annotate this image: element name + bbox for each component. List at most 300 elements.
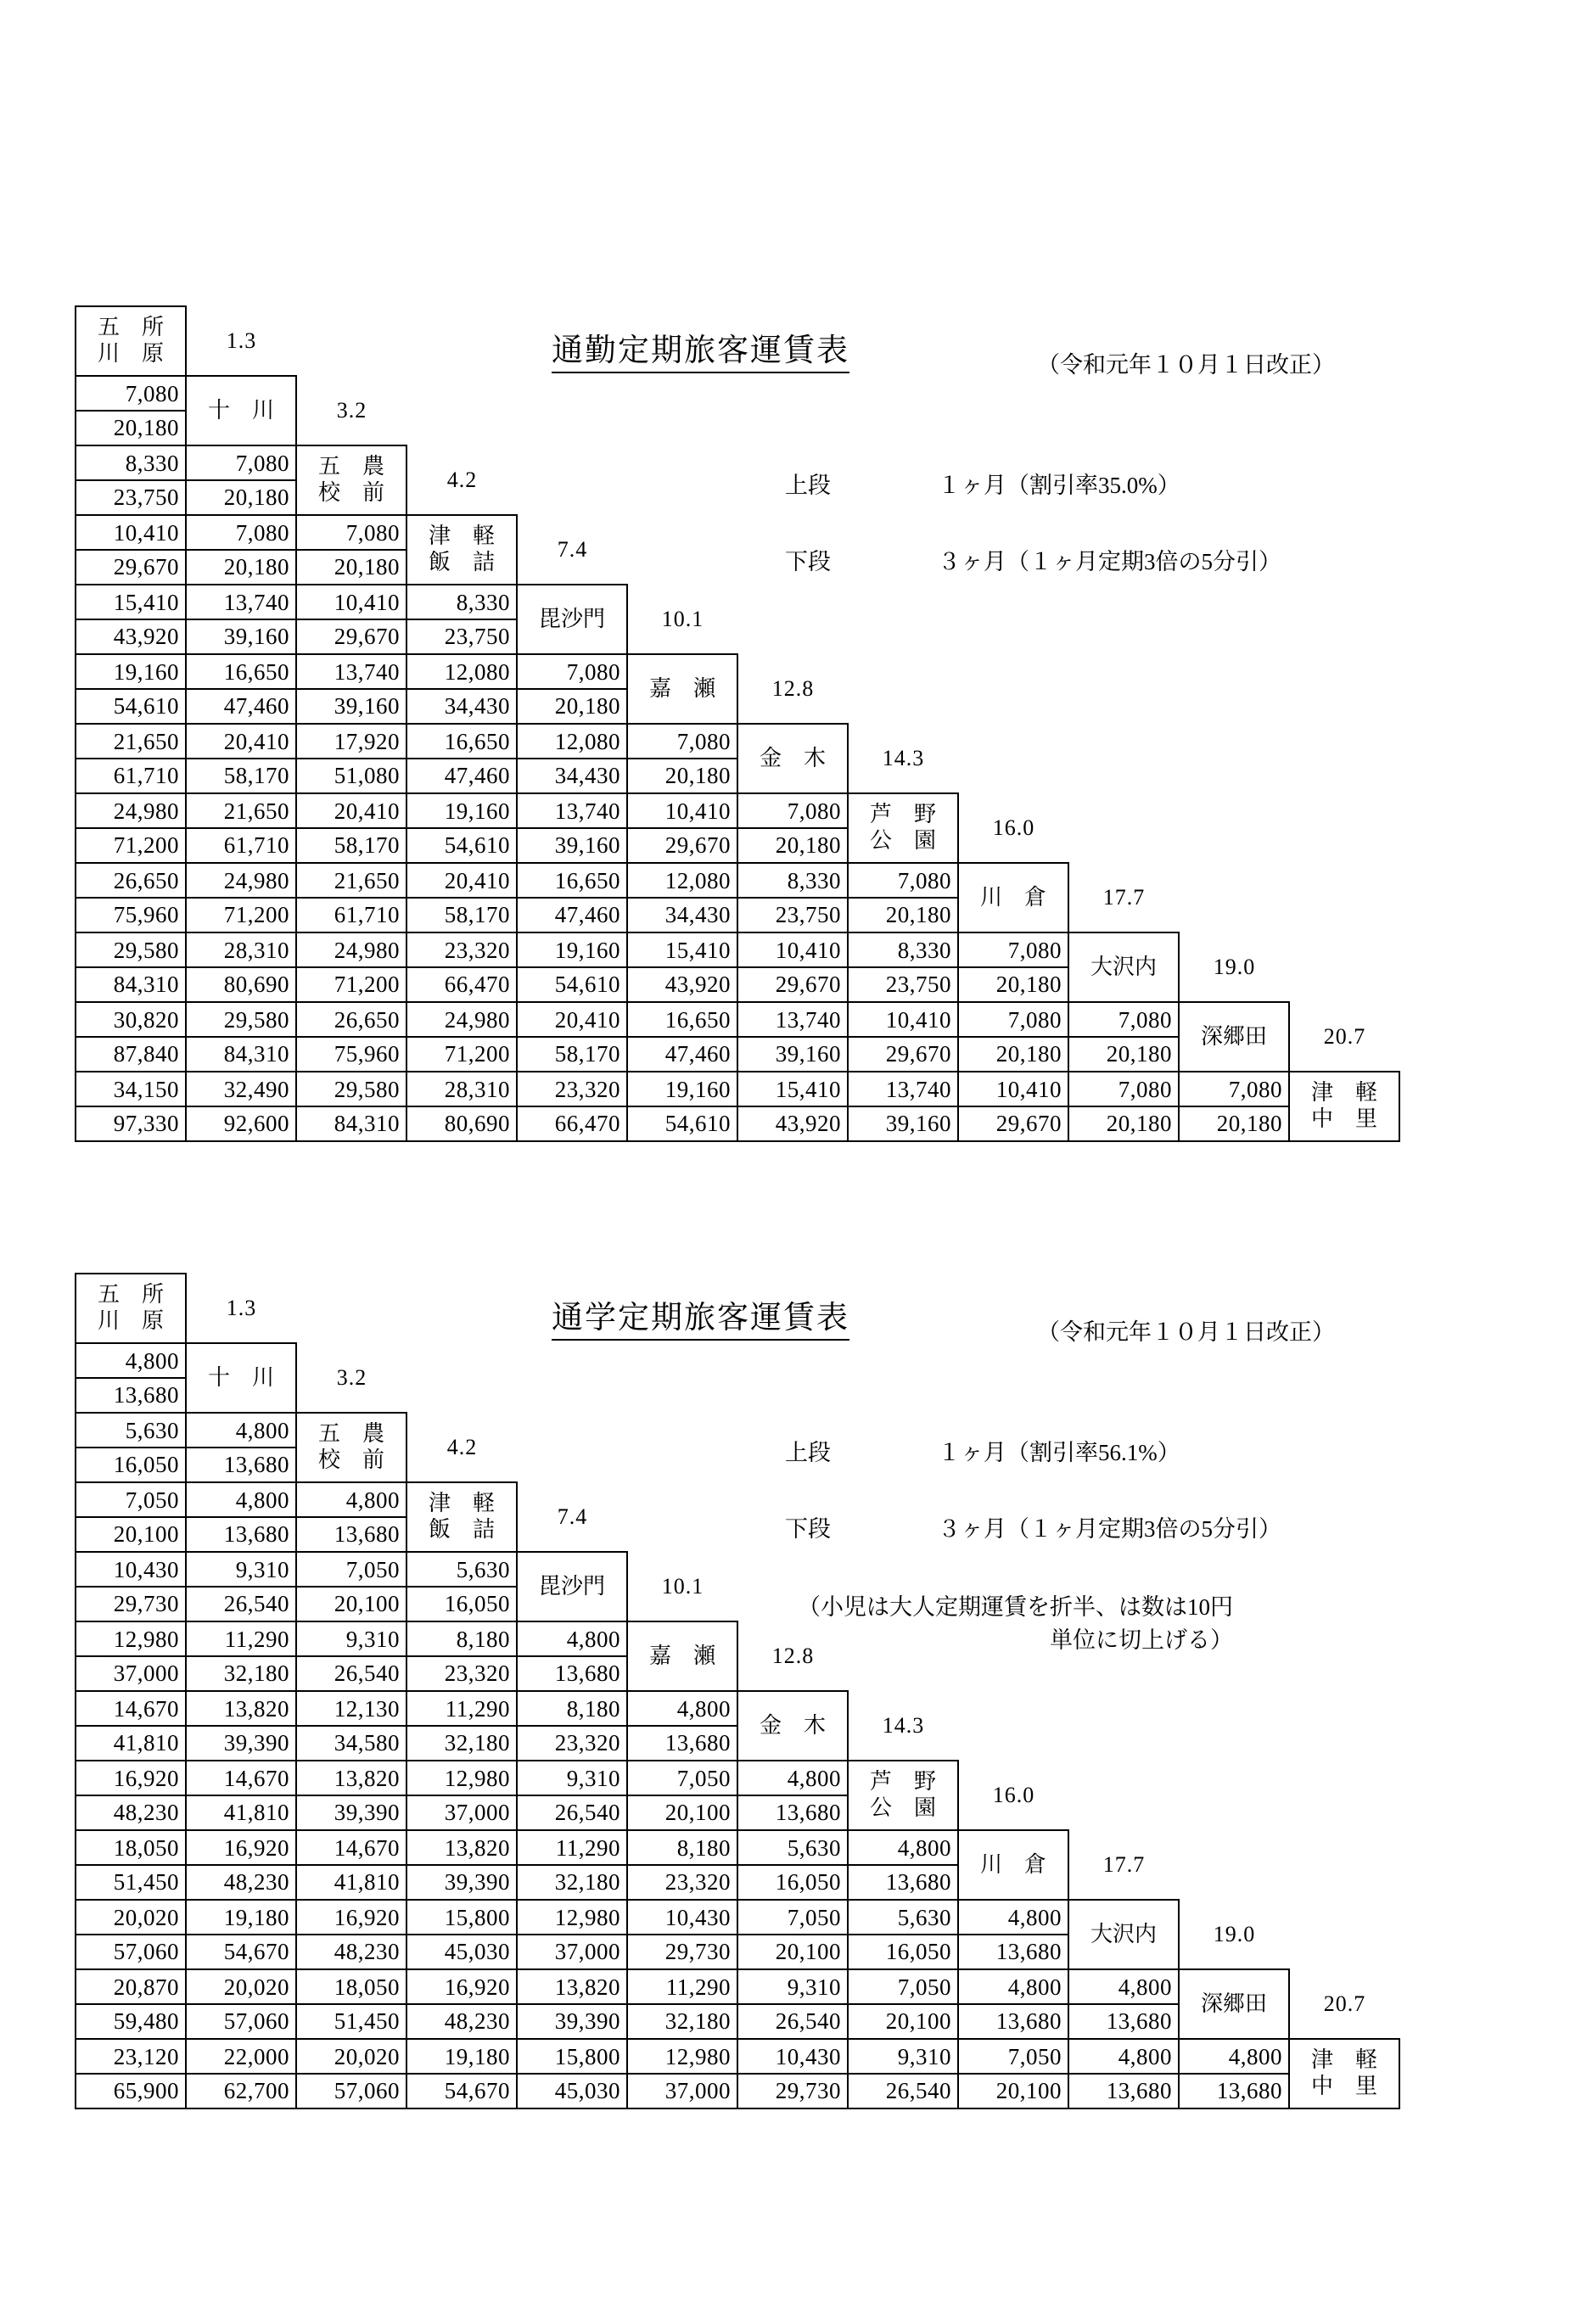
student-fare-cell — [186, 1900, 296, 1969]
student-fare-3month: 51,450 — [334, 2008, 400, 2034]
student-fare-1month: 16,920 — [407, 1971, 516, 2005]
student-table-row — [76, 1830, 1399, 1900]
commuter-legend-lower-text: ３ヶ月（１ヶ月定期3倍の5分引） — [938, 549, 1281, 574]
student-distance-label: 20.7 — [1323, 1991, 1366, 2016]
commuter-fare-3month: 71,200 — [223, 902, 289, 927]
commuter-fare-cell — [958, 1002, 1068, 1072]
commuter-station-cell — [186, 376, 296, 445]
student-fare-cell — [76, 1691, 186, 1761]
commuter-fare-cell — [296, 515, 406, 585]
student-fare-1month: 5,630 — [738, 1832, 847, 1866]
student-fare-1month: 13,820 — [518, 1971, 626, 2005]
commuter-station-name-line1: 十 川 — [207, 397, 274, 423]
student-fare-3month: 48,230 — [223, 1869, 289, 1895]
commuter-distance-label: 1.3 — [226, 328, 257, 353]
commuter-blank-cell — [848, 654, 1399, 724]
student-table-row — [76, 1343, 1399, 1413]
commuter-station-name-line2: 校 前 — [317, 480, 384, 505]
student-fare-3month: 13,680 — [664, 1730, 731, 1756]
commuter-distance-label: 7.4 — [557, 536, 588, 562]
student-fare-3month: 54,670 — [223, 1939, 289, 1964]
commuter-fare-cell — [186, 515, 296, 585]
student-fare-3month: 41,810 — [113, 1730, 179, 1756]
commuter-fare-3month: 39,160 — [554, 832, 620, 858]
student-distance-label: 12.8 — [771, 1643, 815, 1668]
commuter-fare-cell — [76, 654, 186, 724]
commuter-fare-3month: 47,460 — [223, 693, 289, 719]
student-fare-cell — [76, 1761, 186, 1830]
commuter-station-name-line1: 芦 野 — [869, 802, 936, 827]
student-station-name-line1: 十 川 — [207, 1364, 274, 1390]
commuter-fare-3month: 58,170 — [554, 1041, 620, 1067]
student-fare-3month: 32,180 — [664, 2008, 731, 2034]
commuter-fare-table — [75, 305, 1400, 1142]
commuter-fare-cell — [848, 932, 958, 1002]
student-station-name-line2: 中 里 — [1310, 2074, 1377, 2098]
commuter-fare-1month: 20,410 — [297, 795, 406, 829]
commuter-fare-cell — [186, 585, 296, 654]
commuter-fare-3month: 29,670 — [885, 1041, 951, 1067]
student-station-cell — [517, 1552, 627, 1621]
student-fare-3month: 16,050 — [885, 1939, 951, 1964]
commuter-fare-1month: 24,980 — [187, 865, 295, 899]
commuter-fare-1month: 21,650 — [187, 795, 295, 829]
student-fare-3month: 39,390 — [334, 1800, 400, 1825]
commuter-fare-1month: 8,330 — [407, 586, 516, 620]
commuter-fare-cell — [296, 654, 406, 724]
student-fare-cell — [296, 1969, 406, 2039]
student-fare-3month: 34,580 — [334, 1730, 400, 1756]
student-fare-cell — [186, 1413, 296, 1482]
student-blank-cell — [1179, 1830, 1399, 1900]
commuter-fare-3month: 20,180 — [885, 902, 951, 927]
student-station-cell — [76, 1274, 186, 1343]
student-fare-cell — [296, 1621, 406, 1691]
student-fare-cell — [296, 1482, 406, 1552]
student-fare-3month: 20,100 — [664, 1800, 731, 1825]
student-station-name-line1: 嘉 瀬 — [648, 1643, 715, 1668]
student-fare-1month: 19,180 — [187, 1901, 295, 1935]
commuter-fare-1month: 21,650 — [76, 725, 185, 759]
student-fare-cell — [186, 1969, 296, 2039]
commuter-fare-1month: 7,080 — [738, 795, 847, 829]
commuter-fare-cell — [848, 1002, 958, 1072]
commuter-fare-3month: 20,180 — [1216, 1111, 1282, 1136]
student-blank-cell — [296, 1274, 1399, 1343]
student-fare-3month: 23,320 — [554, 1730, 620, 1756]
commuter-fare-1month: 19,160 — [407, 795, 516, 829]
commuter-fare-1month: 7,080 — [297, 517, 406, 551]
student-fare-3month: 29,730 — [664, 1939, 731, 1964]
student-fare-cell — [406, 1761, 517, 1830]
student-fare-3month: 48,230 — [444, 2008, 510, 2034]
commuter-fare-1month: 16,650 — [187, 656, 295, 690]
commuter-fare-1month: 19,160 — [628, 1073, 737, 1107]
commuter-fare-cell — [76, 1002, 186, 1072]
student-fare-1month: 5,630 — [76, 1414, 185, 1448]
commuter-fare-1month: 28,310 — [187, 934, 295, 968]
student-fare-1month: 10,430 — [76, 1554, 185, 1588]
commuter-fare-cell — [627, 863, 737, 932]
student-fare-1month: 20,020 — [297, 2041, 406, 2075]
student-fare-3month: 57,060 — [334, 2078, 400, 2103]
commuter-fare-3month: 20,180 — [554, 693, 620, 719]
student-fare-1month: 7,050 — [628, 1762, 737, 1796]
student-blank-cell — [1289, 1900, 1399, 1969]
commuter-table-row — [76, 863, 1399, 932]
student-station-cell — [958, 1830, 1068, 1900]
commuter-fare-cell — [517, 1002, 627, 1072]
student-fare-3month: 13,680 — [995, 1939, 1062, 1964]
student-fare-cell — [517, 2039, 627, 2108]
student-station-name-line1: 深郷田 — [1200, 1991, 1267, 2016]
student-fare-1month: 16,920 — [76, 1762, 185, 1796]
student-fare-cell — [517, 1761, 627, 1830]
student-distance-label: 14.3 — [882, 1712, 925, 1738]
student-fare-cell — [76, 1482, 186, 1552]
student-fare-1month: 14,670 — [76, 1693, 185, 1727]
student-fare-cell — [517, 1621, 627, 1691]
student-fare-3month: 57,060 — [223, 2008, 289, 2034]
student-fare-cell — [186, 1552, 296, 1621]
student-fare-3month: 32,180 — [444, 1730, 510, 1756]
commuter-fare-3month: 34,430 — [444, 693, 510, 719]
commuter-fare-3month: 54,610 — [664, 1111, 731, 1136]
student-fare-cell — [186, 1761, 296, 1830]
student-fare-cell — [186, 1482, 296, 1552]
commuter-fare-cell — [76, 376, 186, 445]
commuter-fare-cell — [517, 1072, 627, 1141]
student-fare-1month: 4,800 — [187, 1484, 295, 1518]
commuter-fare-3month: 66,470 — [554, 1111, 620, 1136]
commuter-station-name-line2: 川 原 — [97, 341, 164, 366]
student-fare-cell — [296, 1761, 406, 1830]
commuter-fare-1month: 23,320 — [518, 1073, 626, 1107]
student-distance-label: 7.4 — [557, 1504, 588, 1529]
commuter-fare-cell — [848, 1072, 958, 1141]
student-fare-3month: 41,810 — [334, 1869, 400, 1895]
student-fare-3month: 37,000 — [554, 1939, 620, 1964]
commuter-fare-3month: 84,310 — [113, 972, 179, 997]
student-fare-cell — [848, 1900, 958, 1969]
commuter-fare-3month: 43,920 — [775, 1111, 841, 1136]
commuter-fare-cell — [296, 863, 406, 932]
commuter-distance-label: 19.0 — [1213, 954, 1256, 979]
student-blank-cell — [406, 1343, 1399, 1413]
commuter-table-row — [76, 724, 1399, 793]
student-fare-3month: 57,060 — [113, 1939, 179, 1964]
commuter-fare-1month: 13,740 — [187, 586, 295, 620]
commuter-fare-cell — [848, 863, 958, 932]
commuter-fare-cell — [186, 793, 296, 863]
commuter-station-name-line2: 中 里 — [1310, 1106, 1377, 1131]
student-fare-3month: 26,540 — [223, 1591, 289, 1616]
student-fare-1month: 18,050 — [297, 1971, 406, 2005]
commuter-blank-cell — [958, 724, 1399, 793]
student-station-cell — [406, 1482, 517, 1552]
student-fare-1month: 10,430 — [738, 2041, 847, 2075]
commuter-fare-1month: 7,080 — [1069, 1004, 1178, 1038]
student-fare-cell — [406, 1900, 517, 1969]
student-fare-1month: 20,870 — [76, 1971, 185, 2005]
commuter-fare-1month: 29,580 — [76, 934, 185, 968]
student-fare-1month: 4,800 — [849, 1832, 957, 1866]
student-fare-1month: 7,050 — [959, 2041, 1068, 2075]
commuter-table-row — [76, 932, 1399, 1002]
commuter-fare-1month: 10,410 — [76, 517, 185, 551]
student-fare-cell — [296, 1900, 406, 1969]
student-station-cell — [1289, 2039, 1399, 2108]
student-fare-3month: 16,050 — [444, 1591, 510, 1616]
student-fare-1month: 5,630 — [849, 1901, 957, 1935]
student-fare-1month: 13,820 — [407, 1832, 516, 1866]
commuter-fare-cell — [1068, 1072, 1179, 1141]
student-fare-3month: 39,390 — [444, 1869, 510, 1895]
commuter-fare-section — [0, 305, 1581, 1136]
student-fare-1month: 7,050 — [849, 1971, 957, 2005]
commuter-fare-3month: 80,690 — [444, 1111, 510, 1136]
commuter-station-cell — [1068, 932, 1179, 1002]
commuter-fare-3month: 75,960 — [334, 1041, 400, 1067]
commuter-fare-cell — [737, 1002, 848, 1072]
commuter-fare-1month: 7,080 — [187, 447, 295, 481]
commuter-fare-cell — [517, 793, 627, 863]
commuter-fare-3month: 51,080 — [334, 763, 400, 788]
student-fare-cell — [296, 1552, 406, 1621]
commuter-station-name-line1: 毘沙門 — [538, 606, 605, 631]
student-fare-cell — [186, 1691, 296, 1761]
commuter-fare-3month: 54,610 — [113, 693, 179, 719]
student-station-name-line2: 公 園 — [869, 1795, 936, 1820]
student-fare-1month: 12,980 — [518, 1901, 626, 1935]
student-station-name-line1: 川 倉 — [979, 1851, 1046, 1877]
student-table-row — [76, 1274, 1399, 1343]
commuter-fare-cell — [627, 724, 737, 793]
student-fare-cell — [76, 1621, 186, 1691]
student-fare-1month: 9,310 — [518, 1762, 626, 1796]
student-fare-3month: 13,680 — [1106, 2008, 1172, 2034]
student-fare-1month: 12,980 — [76, 1623, 185, 1657]
student-fare-3month: 37,000 — [444, 1800, 510, 1825]
commuter-fare-3month: 20,180 — [223, 554, 289, 580]
student-child-fare-note-line2: 単位に切上げる） — [1050, 1627, 1233, 1654]
student-fare-1month: 11,290 — [628, 1971, 737, 2005]
commuter-fare-cell — [627, 932, 737, 1002]
commuter-station-cell — [958, 863, 1068, 932]
student-fare-cell — [627, 1969, 737, 2039]
student-station-name-line1: 芦 野 — [869, 1769, 936, 1795]
student-fare-1month: 8,180 — [407, 1623, 516, 1657]
student-fare-cell — [958, 2039, 1068, 2108]
student-fare-cell — [627, 1900, 737, 1969]
commuter-table-row — [76, 1072, 1399, 1141]
commuter-distance-label: 3.2 — [336, 397, 367, 423]
commuter-fare-1month: 15,410 — [738, 1073, 847, 1107]
commuter-station-name-line2: 飯 詰 — [428, 550, 495, 574]
commuter-fare-1month: 20,410 — [187, 725, 295, 759]
commuter-station-name-line2: 公 園 — [869, 828, 936, 853]
student-fare-cell — [406, 1969, 517, 2039]
student-fare-cell — [406, 1552, 517, 1621]
student-blank-cell — [1068, 1761, 1399, 1830]
student-fare-1month: 19,180 — [407, 2041, 516, 2075]
student-station-cell — [737, 1691, 848, 1761]
student-fare-3month: 32,180 — [223, 1660, 289, 1686]
student-fare-1month: 16,920 — [187, 1832, 295, 1866]
commuter-fare-1month: 15,410 — [628, 934, 737, 968]
student-fare-table — [75, 1273, 1400, 2109]
commuter-station-name-line1: 五 農 — [317, 454, 384, 479]
commuter-fare-cell — [627, 1002, 737, 1072]
commuter-fare-cell — [958, 1072, 1068, 1141]
student-fare-3month: 62,700 — [223, 2078, 289, 2103]
commuter-fare-1month: 7,080 — [628, 725, 737, 759]
student-fare-3month: 13,680 — [334, 1521, 400, 1547]
commuter-fare-3month: 54,610 — [444, 832, 510, 858]
student-fare-1month: 4,800 — [76, 1345, 185, 1379]
student-fare-1month: 15,800 — [407, 1901, 516, 1935]
commuter-fare-3month: 20,180 — [113, 415, 179, 440]
student-fare-1month: 18,050 — [76, 1832, 185, 1866]
student-fare-cell — [848, 2039, 958, 2108]
commuter-station-cell — [627, 654, 737, 724]
student-legend-lower-label: 下段 — [785, 1516, 831, 1542]
commuter-fare-3month: 58,170 — [444, 902, 510, 927]
student-legend-upper-label: 上段 — [785, 1440, 831, 1465]
commuter-blank-cell — [296, 306, 1399, 376]
commuter-fare-3month: 54,610 — [554, 972, 620, 997]
student-fare-cell — [76, 1343, 186, 1413]
commuter-table-row — [76, 585, 1399, 654]
commuter-fare-1month: 24,980 — [76, 795, 185, 829]
student-station-cell — [186, 1343, 296, 1413]
commuter-fare-1month: 19,160 — [76, 656, 185, 690]
student-table-row — [76, 1691, 1399, 1761]
student-fare-3month: 32,180 — [554, 1869, 620, 1895]
commuter-fare-3month: 43,920 — [113, 624, 179, 649]
student-fare-1month: 12,980 — [407, 1762, 516, 1796]
student-fare-3month: 20,100 — [113, 1521, 179, 1547]
commuter-fare-1month: 7,080 — [1180, 1073, 1288, 1107]
student-fare-3month: 41,810 — [223, 1800, 289, 1825]
student-station-name-line1: 毘沙門 — [538, 1573, 605, 1599]
student-fare-1month: 4,800 — [628, 1693, 737, 1727]
commuter-fare-cell — [627, 793, 737, 863]
student-fare-cell — [627, 1830, 737, 1900]
commuter-fare-cell — [627, 1072, 737, 1141]
commuter-fare-1month: 34,150 — [76, 1073, 185, 1107]
commuter-fare-cell — [737, 793, 848, 863]
commuter-fare-3month: 71,200 — [444, 1041, 510, 1067]
commuter-fare-cell — [296, 932, 406, 1002]
commuter-fare-1month: 7,080 — [518, 656, 626, 690]
student-fare-1month: 7,050 — [738, 1901, 847, 1935]
commuter-fare-3month: 47,460 — [444, 763, 510, 788]
student-fare-3month: 45,030 — [444, 1939, 510, 1964]
student-blank-cell — [737, 1552, 1399, 1621]
commuter-distance-label: 20.7 — [1323, 1023, 1366, 1049]
commuter-fare-1month: 10,410 — [849, 1004, 957, 1038]
student-fare-3month: 29,730 — [775, 2078, 841, 2103]
commuter-fare-1month: 21,650 — [297, 865, 406, 899]
commuter-fare-1month: 7,080 — [76, 378, 185, 412]
commuter-fare-1month: 12,080 — [518, 725, 626, 759]
commuter-fare-1month: 13,740 — [518, 795, 626, 829]
commuter-fare-cell — [76, 724, 186, 793]
commuter-fare-3month: 29,670 — [334, 624, 400, 649]
student-fare-1month: 23,120 — [76, 2041, 185, 2075]
student-fare-3month: 23,320 — [664, 1869, 731, 1895]
commuter-revision-note: （令和元年１０月１日改正） — [1037, 352, 1335, 378]
commuter-fare-1month: 7,080 — [187, 517, 295, 551]
student-fare-cell — [296, 1830, 406, 1900]
student-fare-3month: 37,000 — [113, 1660, 179, 1686]
student-fare-cell — [517, 1691, 627, 1761]
commuter-fare-1month: 28,310 — [407, 1073, 516, 1107]
commuter-fare-cell — [186, 724, 296, 793]
commuter-fare-3month: 29,670 — [995, 1111, 1062, 1136]
commuter-fare-3month: 20,180 — [664, 763, 731, 788]
commuter-fare-cell — [1179, 1072, 1289, 1141]
student-fare-3month: 20,100 — [995, 2078, 1062, 2103]
student-fare-cell — [76, 1413, 186, 1482]
student-fare-1month: 12,130 — [297, 1693, 406, 1727]
student-fare-1month: 4,800 — [1069, 2041, 1178, 2075]
student-station-cell — [1179, 1969, 1289, 2039]
student-fare-cell — [627, 1691, 737, 1761]
commuter-station-name-line1: 大沢内 — [1090, 954, 1157, 979]
student-fare-3month: 16,050 — [775, 1869, 841, 1895]
commuter-fare-1month: 7,080 — [1069, 1073, 1178, 1107]
commuter-station-cell — [848, 793, 958, 863]
student-blank-cell — [627, 1482, 1399, 1552]
commuter-blank-cell — [406, 376, 1399, 445]
student-fare-cell — [627, 1761, 737, 1830]
student-title: 通学定期旅客運賃表 — [552, 1291, 849, 1341]
student-fare-cell — [406, 1830, 517, 1900]
student-fare-3month: 39,390 — [223, 1730, 289, 1756]
commuter-legend-upper-label: 上段 — [785, 473, 831, 498]
student-fare-3month: 13,680 — [223, 1452, 289, 1477]
student-fare-cell — [76, 1552, 186, 1621]
student-fare-cell — [296, 1691, 406, 1761]
student-fare-1month: 4,800 — [959, 1971, 1068, 2005]
student-station-name-line2: 飯 詰 — [428, 1517, 495, 1542]
student-fare-1month: 9,310 — [738, 1971, 847, 2005]
student-fare-cell — [186, 1830, 296, 1900]
commuter-station-name-line1: 津 軽 — [428, 524, 495, 549]
student-fare-1month: 7,050 — [76, 1484, 185, 1518]
commuter-blank-cell — [1068, 793, 1399, 863]
commuter-fare-3month: 58,170 — [223, 763, 289, 788]
commuter-distance-label: 12.8 — [771, 675, 815, 701]
student-fare-1month: 13,820 — [187, 1693, 295, 1727]
student-table-row — [76, 1969, 1399, 2039]
commuter-station-name-line1: 深郷田 — [1200, 1023, 1267, 1049]
commuter-fare-1month: 13,740 — [738, 1004, 847, 1038]
student-fare-1month: 7,050 — [297, 1554, 406, 1588]
student-fare-1month: 11,290 — [187, 1623, 295, 1657]
commuter-fare-1month: 7,080 — [959, 934, 1068, 968]
student-distance-label: 3.2 — [336, 1364, 367, 1390]
commuter-fare-3month: 20,180 — [995, 972, 1062, 997]
commuter-fare-cell — [517, 654, 627, 724]
student-fare-3month: 26,540 — [334, 1660, 400, 1686]
commuter-fare-3month: 75,960 — [113, 902, 179, 927]
student-station-cell — [627, 1621, 737, 1691]
commuter-fare-cell — [517, 724, 627, 793]
commuter-fare-cell — [737, 932, 848, 1002]
